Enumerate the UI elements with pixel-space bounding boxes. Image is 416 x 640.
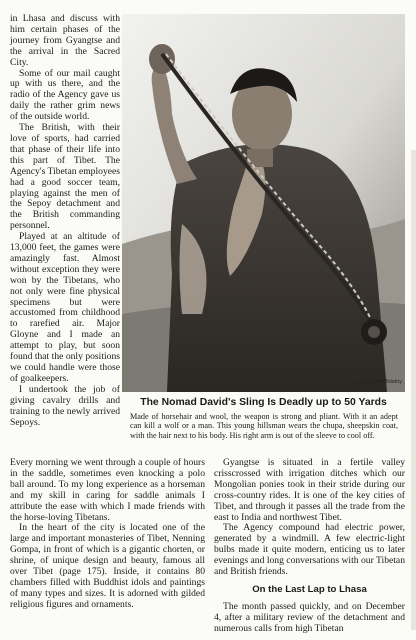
paragraph: in Lhasa and discuss with him certain phases of the journey from Gyangtse and the arrival in the Sacred City.: [10, 13, 120, 68]
paragraph: Every morning we went through a couple of hours in the saddle, sometimes even knocking a polo ball around. To my long experience as a horseman and my skill in caring for saddle animals I attribute the ease with which I made friends with the horse-loving Tibetans.: [10, 457, 205, 523]
paragraph: The month passed quickly, and on December 4, after a military review of the detachment and numerous calls from high Tibetan: [214, 600, 405, 634]
right-column: [214, 458, 405, 635]
paragraph: I undertook the job of giving cavalry drills and training to the newly arrived Sepoys.: [10, 383, 120, 428]
paragraph: Played at an altitude of 13,000 feet, the games were amazingly fast. Almost without exception they were won by the Tibetans, who not only were fine physical specimens but were accustomed from childhood to rarefied air. Major Gloyne and I made an attempt to play, but soon found that the only positions we could handle were those of goalkeepers.: [10, 231, 120, 384]
paragraph: The Agency compound had electric power, generated by a windmill. A few electric-light bulbs made it quite modern, enticing us to later evenings and long conversations with our Tibetan and British friends.: [214, 522, 405, 578]
caption-title: The Nomad David's Sling Is Deadly up to 50 Yards: [140, 397, 387, 408]
caption-text: Made of horsehair and wool, the weapon is strong and pliant. With it an adept can kill a wolf or a man. This young hillsman wears the chupa, sheepskin coat, with the hair next to his body. His right arm is out of the sleeve to cool off.: [130, 412, 398, 440]
photo-credit: Lt. Col. Ilia Tolstoy: [356, 379, 402, 385]
left-wide-column: [10, 458, 205, 611]
photograph: [122, 14, 405, 392]
paragraph: Some of our mail caught up with us there, and the radio of the Agency gave us daily the rather grim news of the outside world.: [10, 67, 120, 123]
paragraph: The British, with their love of sports, had carried that phase of their life into this part of Tibet. The Agency's Tibetan employees had a good soccer team, playing against the men of the Sepoy detachment and the British commanding personnel.: [10, 122, 120, 232]
nomad-with-sling-photo: [122, 14, 405, 392]
paragraph: In the heart of the city is located one of the large and important monasteries of Tibet, Nenning Gompa, in front of which is a gigantic chorten, or shrine, of unique design and beauty, famous all over Tibet (page 175). Inside, it contains 80 chambers filled with Buddhist idols and paintings of many types and sizes. It is adorned with gilded religious figures and ornaments.: [10, 522, 205, 610]
paragraph: Gyangtse is situated in a fertile valley crisscrossed with irrigation ditches which our Mongolian ponies took in their stride during our cross-country rides. It is one of the key cities of Tibet, and through it passes all the trade from the east to India and northwest Tibet.: [214, 457, 405, 523]
section-heading: On the Last Lap to Lhasa: [252, 583, 367, 595]
left-column: [10, 14, 120, 428]
page-edge: [411, 150, 416, 630]
